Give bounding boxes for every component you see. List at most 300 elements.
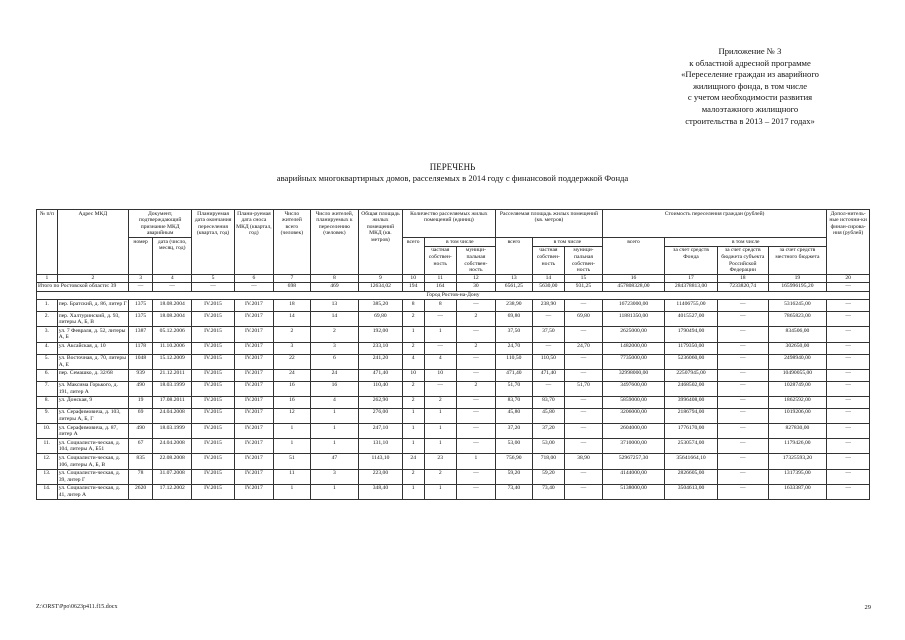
table-cell: 12. bbox=[37, 454, 58, 469]
table-cell: 1862592,00 bbox=[768, 396, 827, 408]
table-cell: 3710000,00 bbox=[602, 439, 664, 454]
column-number-row bbox=[37, 275, 870, 283]
header-count-in-that: в том числе bbox=[424, 238, 495, 247]
table-cell: — bbox=[717, 300, 768, 312]
table-cell: — bbox=[717, 484, 768, 499]
table-cell: 1178 bbox=[129, 342, 153, 354]
table-cell: 10 bbox=[424, 369, 456, 381]
table-cell: — bbox=[827, 396, 870, 408]
table-cell: 14 bbox=[273, 312, 310, 327]
table-cell: 2 bbox=[424, 469, 456, 484]
table-cell: — bbox=[827, 327, 870, 342]
column-number: 15 bbox=[564, 275, 602, 283]
table-cell: — bbox=[717, 354, 768, 369]
table-cell: 2498940,00 bbox=[768, 354, 827, 369]
table-cell: 73,40 bbox=[532, 484, 564, 499]
table-cell: — bbox=[456, 484, 495, 499]
table-cell: — bbox=[564, 484, 602, 499]
table-cell: 1375 bbox=[129, 312, 153, 327]
table-cell: 348,40 bbox=[359, 484, 403, 499]
table-row bbox=[37, 396, 870, 408]
table-cell: 1 bbox=[402, 424, 424, 439]
table-cell: 2 bbox=[402, 381, 424, 396]
header-num: № п/п bbox=[37, 210, 58, 275]
table-cell: IV.2015 bbox=[192, 424, 235, 439]
table-cell: 490 bbox=[129, 424, 153, 439]
table-cell: 69,80 bbox=[359, 312, 403, 327]
table-cell: IV.2015 bbox=[192, 469, 235, 484]
total-cell: 469 bbox=[310, 282, 358, 291]
table-cell: — bbox=[827, 342, 870, 354]
table-cell: 2 bbox=[456, 342, 495, 354]
table-cell: 14 bbox=[310, 312, 358, 327]
table-cell: 67 bbox=[129, 439, 153, 454]
total-cell: 457808328,00 bbox=[602, 282, 664, 291]
table-cell: — bbox=[532, 381, 564, 396]
table-cell: 73,40 bbox=[495, 484, 532, 499]
table-row bbox=[37, 484, 870, 499]
table-cell: — bbox=[532, 342, 564, 354]
appendix-line: строительства в 2013 – 2017 годах» bbox=[685, 115, 815, 126]
header-doc-number: номер bbox=[129, 238, 153, 275]
table-cell: 2604000,00 bbox=[602, 424, 664, 439]
table-cell: 51,70 bbox=[564, 381, 602, 396]
address-cell: пер. Семашко, д. 32/68 bbox=[57, 369, 128, 381]
table-cell: 8 bbox=[424, 300, 456, 312]
table-cell: 69,80 bbox=[564, 312, 602, 327]
appendix-line: «Переселение граждан из аварийного bbox=[681, 69, 819, 80]
table-cell: 1 bbox=[310, 408, 358, 423]
table-cell: 1 bbox=[310, 484, 358, 499]
table-cell: 24 bbox=[310, 369, 358, 381]
table-cell: 45,80 bbox=[532, 408, 564, 423]
table-cell: 69,80 bbox=[495, 312, 532, 327]
column-number: 12 bbox=[456, 275, 495, 283]
table-cell: 3 bbox=[310, 342, 358, 354]
table-cell: 10490055,00 bbox=[768, 369, 827, 381]
table-cell: 2530574,00 bbox=[665, 439, 718, 454]
table-cell: 5. bbox=[37, 354, 58, 369]
table-cell: — bbox=[827, 484, 870, 499]
table-cell: 37,50 bbox=[495, 327, 532, 342]
table-cell: — bbox=[456, 396, 495, 408]
table-cell: 262,90 bbox=[359, 396, 403, 408]
table-cell: 835 bbox=[129, 454, 153, 469]
table-cell: 233,10 bbox=[359, 342, 403, 354]
table-row bbox=[37, 354, 870, 369]
table-cell: 1. bbox=[37, 300, 58, 312]
appendix-header bbox=[635, 46, 865, 127]
total-cell: 5630,00 bbox=[532, 282, 564, 291]
table-cell: — bbox=[827, 454, 870, 469]
table-row bbox=[37, 312, 870, 327]
column-number: 14 bbox=[532, 275, 564, 283]
header-area-total: всего bbox=[495, 238, 532, 275]
table-cell: 24.04.2008 bbox=[153, 439, 192, 454]
table-cell: 2620 bbox=[129, 484, 153, 499]
table-cell: 1143,10 bbox=[359, 454, 403, 469]
header-count-municipal: муници-пальная собствен-ность bbox=[456, 246, 495, 274]
table-cell: 2. bbox=[37, 312, 58, 327]
table-cell: 24,70 bbox=[564, 342, 602, 354]
table-cell: — bbox=[456, 469, 495, 484]
total-cell: 698 bbox=[273, 282, 310, 291]
table-cell: 834506,00 bbox=[768, 327, 827, 342]
address-cell: ул. Социалисти-ческая, д. 39, литер Г bbox=[57, 469, 128, 484]
table-cell: — bbox=[456, 327, 495, 342]
table-cell: 17.12.2002 bbox=[153, 484, 192, 499]
table-cell: IV.2017 bbox=[234, 354, 273, 369]
table-cell: 21.12.2011 bbox=[153, 369, 192, 381]
table-cell: IV.2015 bbox=[192, 342, 235, 354]
appendix-line: малоэтажного жилищного bbox=[701, 103, 799, 114]
table-cell: IV.2017 bbox=[234, 454, 273, 469]
table-cell: — bbox=[564, 300, 602, 312]
table-cell: — bbox=[424, 342, 456, 354]
table-cell: — bbox=[717, 312, 768, 327]
table-cell: IV.2017 bbox=[234, 327, 273, 342]
header-residents-planned: Число жителей, планируемых к переселению (человек) bbox=[310, 210, 358, 275]
header-cost-in-that: в том числе bbox=[665, 238, 827, 247]
total-row bbox=[37, 282, 870, 291]
table-cell: 1776170,00 bbox=[665, 424, 718, 439]
table-row bbox=[37, 327, 870, 342]
table-cell: 22 bbox=[273, 354, 310, 369]
table-cell: — bbox=[717, 381, 768, 396]
table-cell: 17325593,20 bbox=[768, 454, 827, 469]
table-cell: 110,50 bbox=[532, 354, 564, 369]
header-planned-demolish: Плани-руемая дата сноса МКД (квартал, год) bbox=[234, 210, 273, 275]
table-cell: 247,10 bbox=[359, 424, 403, 439]
table-cell: — bbox=[717, 439, 768, 454]
table-cell: 5236060,00 bbox=[665, 354, 718, 369]
table-cell: — bbox=[717, 469, 768, 484]
table-cell: 1 bbox=[456, 454, 495, 469]
table-cell: 45,80 bbox=[495, 408, 532, 423]
table-cell: 756,90 bbox=[495, 454, 532, 469]
table-cell: IV.2015 bbox=[192, 300, 235, 312]
table-cell: 23 bbox=[424, 454, 456, 469]
table-cell: 2 bbox=[424, 396, 456, 408]
address-cell: ул. Социалисти-ческая, д. 104, литеры А, Б51 bbox=[57, 439, 128, 454]
column-number: 17 bbox=[665, 275, 718, 283]
register-table bbox=[36, 209, 870, 500]
table-cell: 4 bbox=[402, 354, 424, 369]
table-cell: IV.2017 bbox=[234, 424, 273, 439]
table-cell: IV.2015 bbox=[192, 327, 235, 342]
document-title: ПЕРЕЧЕНЬ bbox=[429, 162, 476, 172]
table-cell: 24 bbox=[273, 369, 310, 381]
column-number: 1 bbox=[37, 275, 58, 283]
table-cell: 3 bbox=[310, 469, 358, 484]
table-cell: 1028749,00 bbox=[768, 381, 827, 396]
table-cell: 37,20 bbox=[532, 424, 564, 439]
table-cell: IV.2017 bbox=[234, 369, 273, 381]
table-cell: 1 bbox=[424, 327, 456, 342]
table-cell: — bbox=[827, 354, 870, 369]
table-cell: — bbox=[564, 396, 602, 408]
table-cell: 24 bbox=[402, 454, 424, 469]
table-cell: 1 bbox=[424, 484, 456, 499]
table-cell: 10 bbox=[402, 369, 424, 381]
table-cell: 2 bbox=[310, 327, 358, 342]
total-cell: — bbox=[234, 282, 273, 291]
table-cell: 2186794,00 bbox=[665, 408, 718, 423]
table-cell: IV.2017 bbox=[234, 469, 273, 484]
table-cell: 9. bbox=[37, 408, 58, 423]
table-cell: 1 bbox=[402, 408, 424, 423]
table-cell: — bbox=[456, 369, 495, 381]
table-row bbox=[37, 424, 870, 439]
header-area-municipal: муници-пальная собствен-ность bbox=[564, 246, 602, 274]
table-cell: IV.2017 bbox=[234, 396, 273, 408]
total-cell: 164 bbox=[424, 282, 456, 291]
table-cell: 24,70 bbox=[495, 342, 532, 354]
address-cell: пер. Халтуринский, д. 93, литеры А, Б, В bbox=[57, 312, 128, 327]
table-cell: 8. bbox=[37, 396, 58, 408]
table-cell: IV.2017 bbox=[234, 408, 273, 423]
table-cell: 110,40 bbox=[359, 381, 403, 396]
address-cell: ул. Социалисти-ческая, д. 106, литеры А, Б, В bbox=[57, 454, 128, 469]
address-cell: ул. Серафимовича, д. 87, литер А bbox=[57, 424, 128, 439]
table-cell: 32998000,00 bbox=[602, 369, 664, 381]
header-total-area: Общая площадь жилых помещений МКД (кв. метров) bbox=[359, 210, 403, 275]
table-cell: — bbox=[717, 327, 768, 342]
table-cell: 11. bbox=[37, 439, 58, 454]
table-cell: 4015527,00 bbox=[665, 312, 718, 327]
table-row bbox=[37, 454, 870, 469]
table-cell: 16 bbox=[310, 381, 358, 396]
table-cell: 31.07.2008 bbox=[153, 469, 192, 484]
table-cell: 18.08.2004 bbox=[153, 300, 192, 312]
column-number: 10 bbox=[402, 275, 424, 283]
table-cell: 11.10.2006 bbox=[153, 342, 192, 354]
table-cell: IV.2017 bbox=[234, 439, 273, 454]
table-cell: 1387 bbox=[129, 327, 153, 342]
table-cell: IV.2015 bbox=[192, 439, 235, 454]
table-cell: 14. bbox=[37, 484, 58, 499]
table-cell: 471,40 bbox=[532, 369, 564, 381]
address-cell: ул. Социалисти-ческая, д. 41, литер А bbox=[57, 484, 128, 499]
column-number: 8 bbox=[310, 275, 358, 283]
table-cell: IV.2017 bbox=[234, 342, 273, 354]
table-cell: 2 bbox=[402, 396, 424, 408]
table-cell: 192,00 bbox=[359, 327, 403, 342]
table-cell: 1 bbox=[273, 424, 310, 439]
header-cost-subject: за счет средств бюджета субъекта Российской Федерации bbox=[717, 246, 768, 274]
table-row bbox=[37, 408, 870, 423]
table-cell: 18.03.1999 bbox=[153, 424, 192, 439]
table-cell: 37,20 bbox=[495, 424, 532, 439]
table-cell: — bbox=[564, 327, 602, 342]
total-cell: 7233820,74 bbox=[717, 282, 768, 291]
table-cell: 241,20 bbox=[359, 354, 403, 369]
table-cell: 10. bbox=[37, 424, 58, 439]
table-cell: 24.04.2008 bbox=[153, 408, 192, 423]
table-cell: 1 bbox=[310, 439, 358, 454]
table-cell: 1 bbox=[402, 327, 424, 342]
table-cell: 78 bbox=[129, 469, 153, 484]
header-extra: Допол-нитель-ные источни-ки финан-сирова-ния (рублей) bbox=[827, 210, 870, 275]
table-cell: — bbox=[456, 408, 495, 423]
total-cell: 30 bbox=[456, 282, 495, 291]
table-row bbox=[37, 381, 870, 396]
table-cell: — bbox=[456, 439, 495, 454]
table-cell: 15.12.2009 bbox=[153, 354, 192, 369]
table-cell: — bbox=[827, 300, 870, 312]
column-number: 11 bbox=[424, 275, 456, 283]
table-cell: 1048 bbox=[129, 354, 153, 369]
header-residents: Число жителей всего (человек) bbox=[273, 210, 310, 275]
table-cell: 1 bbox=[402, 439, 424, 454]
table-cell: 1 bbox=[424, 439, 456, 454]
table-cell: 223,00 bbox=[359, 469, 403, 484]
table-cell: — bbox=[424, 312, 456, 327]
table-cell: 4144000,00 bbox=[602, 469, 664, 484]
table-cell: IV.2015 bbox=[192, 312, 235, 327]
table-cell: 1 bbox=[310, 424, 358, 439]
address-cell: ул. 7 Февраля, д. 52, литеры А, Б bbox=[57, 327, 128, 342]
table-cell: 83,70 bbox=[495, 396, 532, 408]
table-cell: 16 bbox=[273, 381, 310, 396]
total-cell: 931,25 bbox=[564, 282, 602, 291]
total-cell: — bbox=[129, 282, 153, 291]
table-cell: 1375 bbox=[129, 300, 153, 312]
header-area-private: частная собствен-ность bbox=[532, 246, 564, 274]
table-cell: — bbox=[717, 396, 768, 408]
table-cell: — bbox=[564, 354, 602, 369]
table-cell: 2 bbox=[273, 327, 310, 342]
total-label: Итого по Ростовской области: 39 bbox=[37, 282, 129, 291]
table-cell: 22507945,00 bbox=[665, 369, 718, 381]
table-cell: 276,00 bbox=[359, 408, 403, 423]
column-number: 6 bbox=[234, 275, 273, 283]
address-cell: ул. Донская, 9 bbox=[57, 396, 128, 408]
table-cell: 4 bbox=[424, 354, 456, 369]
table-cell: 2826605,00 bbox=[665, 469, 718, 484]
table-cell: 22.08.2008 bbox=[153, 454, 192, 469]
column-number: 5 bbox=[192, 275, 235, 283]
table-cell: 3996408,00 bbox=[665, 396, 718, 408]
table-cell: 238,90 bbox=[532, 300, 564, 312]
table-cell: 385,20 bbox=[359, 300, 403, 312]
header-count-total: всего bbox=[402, 238, 424, 275]
table-cell: 4. bbox=[37, 342, 58, 354]
table-cell: 471,40 bbox=[359, 369, 403, 381]
table-cell: 939 bbox=[129, 369, 153, 381]
total-cell: 284378813,00 bbox=[665, 282, 718, 291]
table-cell: 38,90 bbox=[564, 454, 602, 469]
document-subtitle: аварийных многоквартирных домов, расселяемых в 2014 году с финансовой поддержкой Фонда bbox=[276, 173, 629, 183]
table-cell: — bbox=[827, 469, 870, 484]
table-row bbox=[37, 342, 870, 354]
table-cell: — bbox=[424, 381, 456, 396]
header-count-rooms: Количество расселяемых жилых помещений (единиц) bbox=[402, 210, 495, 238]
appendix-line: с учетом необходимости развития bbox=[687, 92, 813, 103]
table-cell: 3497600,00 bbox=[602, 381, 664, 396]
table-cell: 6. bbox=[37, 369, 58, 381]
table-cell: 16 bbox=[273, 396, 310, 408]
table-cell: 6 bbox=[310, 354, 358, 369]
header-doc-date: дата (число, месяц, год) bbox=[153, 238, 192, 275]
table-cell: 827830,00 bbox=[768, 424, 827, 439]
table-cell: — bbox=[532, 312, 564, 327]
table-cell: 1317395,00 bbox=[768, 469, 827, 484]
table-cell: 12 bbox=[273, 408, 310, 423]
table-cell: — bbox=[827, 312, 870, 327]
address-cell: ул. Аксайская, д. 10 bbox=[57, 342, 128, 354]
table-cell: — bbox=[456, 354, 495, 369]
table-cell: 1019206,00 bbox=[768, 408, 827, 423]
header-planned-end: Планируемая дата окончания переселения (квартал, год) bbox=[192, 210, 235, 275]
header-cost-fund: за счет средств Фонда bbox=[665, 246, 718, 274]
header-cost-total: всего bbox=[602, 238, 664, 275]
address-cell: пер. Братский, д. 86, литер Г bbox=[57, 300, 128, 312]
table-cell: — bbox=[717, 369, 768, 381]
column-number: 19 bbox=[768, 275, 827, 283]
table-cell: 1179350,00 bbox=[665, 342, 718, 354]
table-cell: IV.2015 bbox=[192, 381, 235, 396]
page-number: 29 bbox=[864, 604, 871, 611]
table-cell: IV.2015 bbox=[192, 369, 235, 381]
table-cell: IV.2015 bbox=[192, 484, 235, 499]
table-cell: 1 bbox=[424, 408, 456, 423]
table-cell: 51,70 bbox=[495, 381, 532, 396]
table-cell: 52967257,30 bbox=[602, 454, 664, 469]
table-row bbox=[37, 369, 870, 381]
table-cell: 5316245,00 bbox=[768, 300, 827, 312]
table-cell: 1633387,00 bbox=[768, 484, 827, 499]
appendix-line: жилищного фонда, в том числе bbox=[692, 80, 808, 91]
table-cell: 4 bbox=[310, 396, 358, 408]
header-cost: Стоимость переселения граждан (рублей) bbox=[602, 210, 826, 238]
total-cell: 6561,25 bbox=[495, 282, 532, 291]
table-cell: 131,10 bbox=[359, 439, 403, 454]
column-number: 16 bbox=[602, 275, 664, 283]
table-cell: — bbox=[717, 454, 768, 469]
address-cell: ул. Восточная, д. 70, литеры А, Е bbox=[57, 354, 128, 369]
table-cell: 53,00 bbox=[532, 439, 564, 454]
table-cell: 471,40 bbox=[495, 369, 532, 381]
table-cell: IV.2017 bbox=[234, 381, 273, 396]
total-cell: 194 bbox=[402, 282, 424, 291]
table-cell: 35641664,10 bbox=[665, 454, 718, 469]
table-cell: IV.2015 bbox=[192, 396, 235, 408]
table-cell: 238,90 bbox=[495, 300, 532, 312]
table-cell: 13 bbox=[310, 300, 358, 312]
table-cell: 17.08.2011 bbox=[153, 396, 192, 408]
table-cell: IV.2015 bbox=[192, 354, 235, 369]
table-cell: — bbox=[827, 381, 870, 396]
table-cell: 7865823,00 bbox=[768, 312, 827, 327]
city-label: Город Ростов-на-Дону bbox=[37, 291, 870, 300]
table-cell: 2468502,00 bbox=[665, 381, 718, 396]
table-row bbox=[37, 439, 870, 454]
table-cell: 11 bbox=[273, 469, 310, 484]
table-cell: 59,20 bbox=[532, 469, 564, 484]
table-cell: 16723000,00 bbox=[602, 300, 664, 312]
address-cell: ул. Серафимовича, д. 103, литеры А, Б, Г bbox=[57, 408, 128, 423]
table-cell: 18.08.2004 bbox=[153, 312, 192, 327]
table-cell: 7. bbox=[37, 381, 58, 396]
table-cell: — bbox=[564, 369, 602, 381]
table-cell: — bbox=[827, 424, 870, 439]
table-cell: 2625000,00 bbox=[602, 327, 664, 342]
table-cell: — bbox=[827, 439, 870, 454]
table-cell: 13. bbox=[37, 469, 58, 484]
column-number: 9 bbox=[359, 275, 403, 283]
table-cell: 3. bbox=[37, 327, 58, 342]
